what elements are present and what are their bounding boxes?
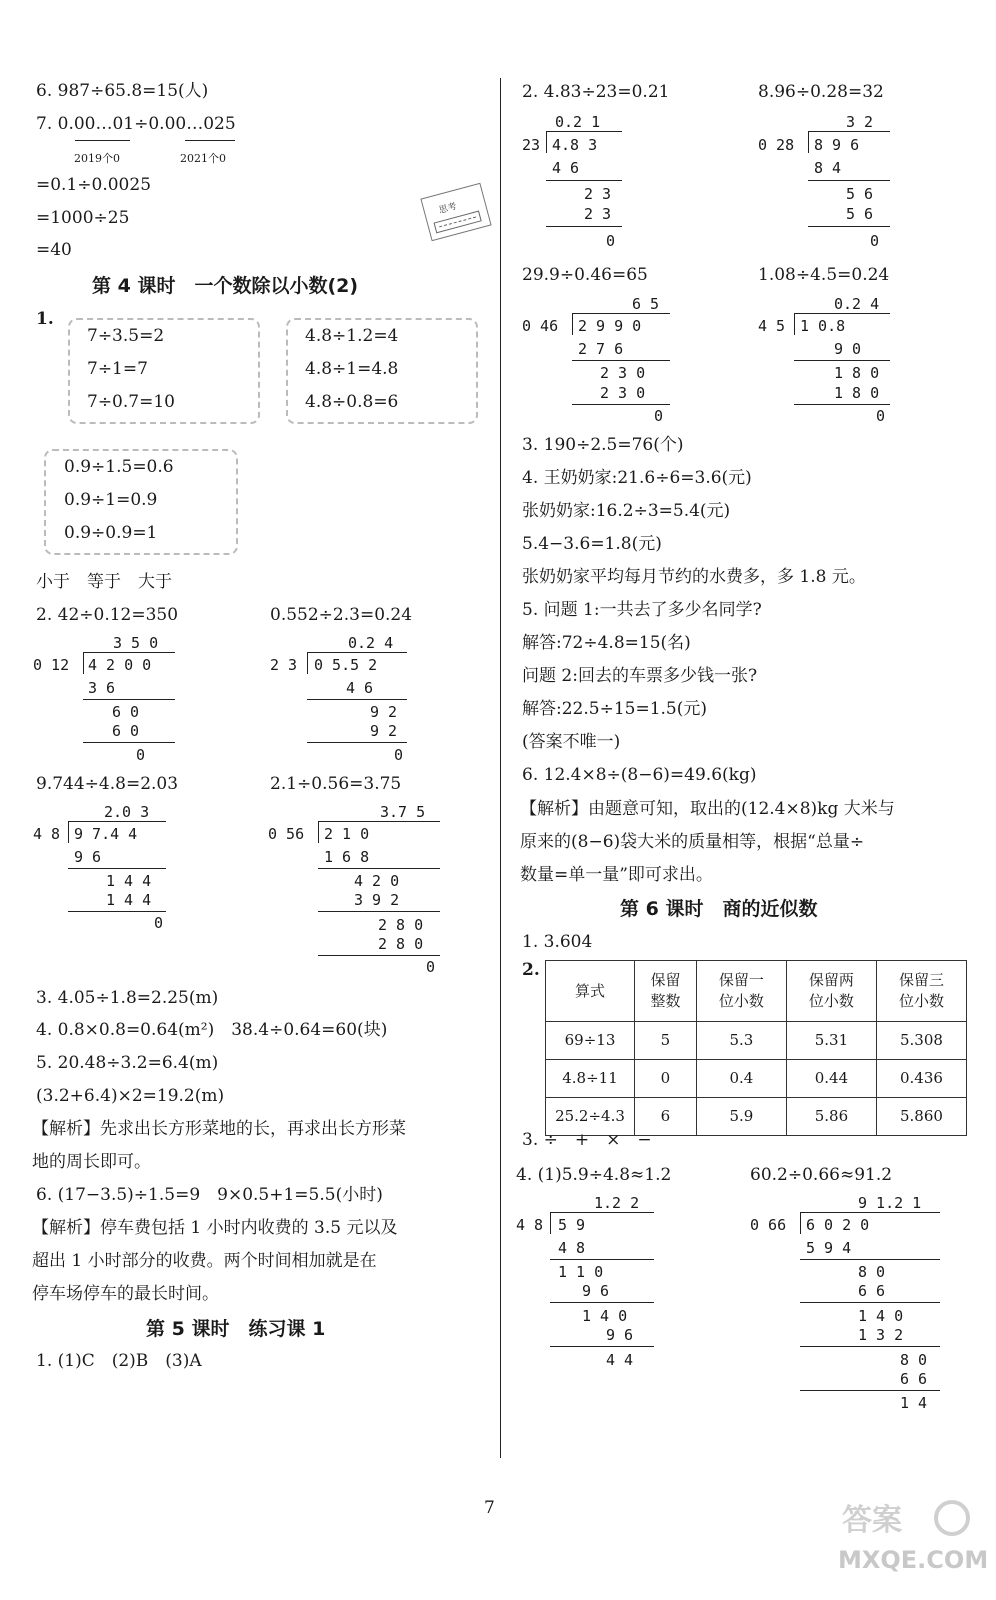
r-part-6-analysis-3: 数量=单一量”即可求出。 bbox=[520, 865, 713, 885]
step: 1 8 0 bbox=[834, 364, 880, 382]
step: 5 9 4 bbox=[806, 1239, 852, 1257]
cell: 5.308 bbox=[876, 1022, 966, 1060]
question-7: 7. 0.00…01÷0.00…025 bbox=[36, 114, 236, 134]
step-bar bbox=[800, 1390, 940, 1391]
step: 9 0 bbox=[834, 340, 862, 358]
quotient: 0.2 4 bbox=[348, 634, 394, 652]
step: 2 7 6 bbox=[578, 340, 624, 358]
cell: 25.2÷4.3 bbox=[546, 1098, 635, 1136]
step: 9 2 bbox=[370, 703, 398, 721]
r-part-3: 3. 190÷2.5=76(个) bbox=[522, 435, 684, 455]
part-5-analysis-1: 【解析】先求出长方形菜地的长，再求出长方形菜 bbox=[32, 1119, 406, 1139]
step-bar bbox=[68, 868, 166, 869]
zero-count-1: 2019个0 bbox=[74, 152, 120, 165]
dividend: 4 2 0 0 bbox=[88, 656, 152, 674]
division-bracket bbox=[318, 821, 319, 843]
step-bar bbox=[550, 1346, 654, 1347]
box1-line1: 7÷3.5=2 bbox=[87, 326, 165, 346]
step: 9 6 bbox=[74, 848, 102, 866]
box3-line2: 0.9÷1=0.9 bbox=[64, 490, 158, 510]
r-part-4d: 张奶奶家平均每月节约的水费多，多 1.8 元。 bbox=[522, 567, 866, 587]
step-bar bbox=[318, 868, 440, 869]
step-bar bbox=[550, 1259, 654, 1260]
divisor: 4 5 bbox=[758, 317, 786, 335]
r-part-4b: 张奶奶家:16.2÷3=5.4(元) bbox=[522, 501, 731, 521]
division-bar bbox=[83, 652, 175, 653]
step-bar bbox=[794, 404, 890, 405]
header-cell: 算式 bbox=[546, 961, 635, 1022]
step: 1 8 0 bbox=[834, 384, 880, 402]
step-bar bbox=[800, 1302, 940, 1303]
r-part-2d: 1.08÷4.5=0.24 bbox=[758, 265, 890, 285]
division-bar bbox=[572, 313, 670, 314]
division-bracket bbox=[83, 652, 84, 674]
step: 3 9 2 bbox=[354, 891, 400, 909]
svg-text:思考: 思考 bbox=[437, 201, 458, 217]
cell: 5.9 bbox=[696, 1098, 786, 1136]
quotient: 1.2 2 bbox=[594, 1194, 640, 1212]
step-bar bbox=[68, 911, 166, 912]
r-part-6-analysis-2: 原来的(8−6)袋大米的质量相等，根据“总量÷ bbox=[520, 832, 865, 852]
lesson-6-part-1: 1. 3.604 bbox=[522, 932, 593, 952]
lesson-5-title: 第 5 课时 练习课 1 bbox=[146, 1318, 326, 1340]
step: 6 0 bbox=[112, 722, 140, 740]
step: 6 0 bbox=[112, 703, 140, 721]
quotient: 0.2 1 bbox=[555, 113, 601, 131]
division-bracket bbox=[307, 652, 308, 674]
remainder: 0 bbox=[426, 958, 436, 976]
step-bar bbox=[808, 180, 890, 181]
r-part-2a: 2. 4.83÷23=0.21 bbox=[522, 82, 670, 102]
step: 4 2 0 bbox=[354, 872, 400, 890]
division-bar bbox=[68, 821, 166, 822]
compare-words: 小于 等于 大于 bbox=[36, 572, 172, 592]
divisor: 0 12 bbox=[33, 656, 70, 674]
r-part-4c: 5.4−3.6=1.8(元) bbox=[522, 534, 662, 554]
r-part-5c: 问题 2:回去的车票多少钱一张? bbox=[522, 666, 758, 686]
box3-line1: 0.9÷1.5=0.6 bbox=[64, 457, 174, 477]
remainder: 0 bbox=[654, 407, 664, 425]
step: 1 4 0 bbox=[858, 1307, 904, 1325]
divisor: 0 28 bbox=[758, 136, 795, 154]
cell: 5 bbox=[635, 1022, 697, 1060]
part-5a: 5. 20.48÷3.2=6.4(m) bbox=[36, 1053, 219, 1073]
dividend: 8 9 6 bbox=[814, 136, 860, 154]
division-bar bbox=[307, 652, 407, 653]
lesson-6-part-4a: 4. (1)5.9÷4.8≈1.2 bbox=[516, 1165, 672, 1185]
step-bar bbox=[800, 1346, 940, 1347]
cell: 0 bbox=[635, 1060, 697, 1098]
division-bracket bbox=[808, 131, 809, 153]
step: 9 6 bbox=[606, 1326, 634, 1344]
dividend: 5 9 bbox=[558, 1216, 586, 1234]
part-1-label: 1. bbox=[36, 309, 54, 329]
step: 1 4 4 bbox=[106, 872, 152, 890]
step-bar bbox=[318, 911, 440, 912]
cell: 5.31 bbox=[786, 1022, 876, 1060]
lesson-6-part-3: 3. ÷ + × − bbox=[522, 1130, 652, 1150]
cell: 5.86 bbox=[786, 1098, 876, 1136]
step-bar bbox=[550, 1302, 654, 1303]
r-part-4a: 4. 王奶奶家:21.6÷6=3.6(元) bbox=[522, 468, 752, 488]
dividend: 6 0 2 0 bbox=[806, 1216, 870, 1234]
part-5-analysis-2: 地的周长即可。 bbox=[32, 1152, 151, 1172]
header-cell: 保留三 位小数 bbox=[876, 961, 966, 1022]
lesson-4-title: 第 4 课时 一个数除以小数(2) bbox=[92, 275, 359, 297]
lesson-6-part-2: 2. bbox=[522, 960, 540, 980]
page-number: 7 bbox=[484, 1498, 495, 1518]
remainder: 0 bbox=[870, 232, 880, 250]
step-bar bbox=[546, 180, 622, 181]
dividend: 2 9 9 0 bbox=[578, 317, 642, 335]
table-row bbox=[546, 1022, 967, 1060]
division-bar bbox=[546, 131, 622, 132]
cell: 5.3 bbox=[696, 1022, 786, 1060]
box2-line3: 4.8÷0.8=6 bbox=[305, 392, 399, 412]
quotient: 0.2 4 bbox=[834, 295, 880, 313]
dividend: 0 5.5 2 bbox=[314, 656, 378, 674]
part-6: 6. (17−3.5)÷1.5=9 9×0.5+1=5.5(小时) bbox=[36, 1185, 383, 1205]
header-cell: 保留 整数 bbox=[635, 961, 697, 1022]
part-3: 3. 4.05÷1.8=2.25(m) bbox=[36, 988, 219, 1008]
step-bar bbox=[800, 1259, 940, 1260]
divisor: 23 bbox=[522, 136, 541, 154]
svg-text:答案: 答案 bbox=[842, 1503, 902, 1538]
cell: 6 bbox=[635, 1098, 697, 1136]
division-bracket bbox=[572, 313, 573, 335]
division-bracket bbox=[550, 1212, 551, 1234]
r-part-2c: 29.9÷0.46=65 bbox=[522, 265, 648, 285]
divisor: 4 8 bbox=[33, 825, 61, 843]
dividend: 9 7.4 4 bbox=[74, 825, 138, 843]
step-bar bbox=[808, 226, 890, 227]
step-bar bbox=[307, 742, 407, 743]
part-2d: 2.1÷0.56=3.75 bbox=[270, 774, 402, 794]
step: 4 8 bbox=[558, 1239, 586, 1257]
remainder: 0 bbox=[136, 746, 146, 764]
cell: 5.860 bbox=[876, 1098, 966, 1136]
step: 5 6 bbox=[846, 185, 874, 203]
step-bar bbox=[318, 955, 440, 956]
cell: 0.4 bbox=[696, 1060, 786, 1098]
dividend: 2 1 0 bbox=[324, 825, 370, 843]
remainder: 0 bbox=[394, 746, 404, 764]
step: 6 6 bbox=[858, 1282, 886, 1300]
cell: 0.436 bbox=[876, 1060, 966, 1098]
r-part-5a: 5. 问题 1:一共去了多少名同学? bbox=[522, 600, 762, 620]
division-bar bbox=[800, 1212, 940, 1213]
table-row bbox=[546, 1060, 967, 1098]
header-cell: 保留两 位小数 bbox=[786, 961, 876, 1022]
step-bar bbox=[794, 360, 890, 361]
q7-step-2: =0.1÷0.0025 bbox=[36, 175, 152, 195]
step: 9 6 bbox=[582, 1282, 610, 1300]
quotient: 6 5 bbox=[632, 295, 660, 313]
step-bar bbox=[572, 404, 670, 405]
remainder: 0 bbox=[876, 407, 886, 425]
division-bracket bbox=[794, 313, 795, 335]
part-4: 4. 0.8×0.8=0.64(m²) 38.4÷0.64=60(块) bbox=[36, 1020, 388, 1040]
divisor: 0 46 bbox=[522, 317, 559, 335]
step-bar bbox=[307, 699, 407, 700]
step: 2 3 bbox=[584, 185, 612, 203]
box2-line2: 4.8÷1=4.8 bbox=[305, 359, 399, 379]
step: 1 6 8 bbox=[324, 848, 370, 866]
step: 3 6 bbox=[88, 679, 116, 697]
r-part-6-analysis-1: 【解析】由题意可知，取出的(12.4×8)kg 大米与 bbox=[520, 799, 895, 819]
lesson-6-part-4b: 60.2÷0.66≈91.2 bbox=[750, 1165, 893, 1185]
box1-line2: 7÷1=7 bbox=[87, 359, 148, 379]
step: 8 4 bbox=[814, 159, 842, 177]
q7-step-4: =40 bbox=[36, 240, 72, 260]
step: 2 3 0 bbox=[600, 364, 646, 382]
quotient: 3 2 bbox=[846, 113, 874, 131]
part-2b: 0.552÷2.3=0.24 bbox=[270, 605, 413, 625]
part-6-analysis-1: 【解析】停车费包括 1 小时内收费的 3.5 元以及 bbox=[32, 1218, 398, 1238]
step: 4 6 bbox=[552, 159, 580, 177]
division-bracket bbox=[546, 131, 547, 153]
division-bar bbox=[808, 131, 890, 132]
r-part-5e: (答案不唯一) bbox=[522, 732, 621, 752]
divisor: 2 3 bbox=[270, 656, 298, 674]
sticker-icon bbox=[420, 183, 491, 242]
r-part-6: 6. 12.4×8÷(8−6)=49.6(kg) bbox=[522, 765, 757, 785]
part-5b: (3.2+6.4)×2=19.2(m) bbox=[36, 1086, 225, 1106]
step: 2 8 0 bbox=[378, 916, 424, 934]
quotient: 2.0 3 bbox=[104, 803, 150, 821]
box1-line3: 7÷0.7=10 bbox=[87, 392, 175, 412]
remainder: 0 bbox=[154, 914, 164, 932]
division-bar bbox=[318, 821, 440, 822]
question-6: 6. 987÷65.8=15(人) bbox=[36, 81, 209, 101]
quotient: 3 5 0 bbox=[113, 634, 159, 652]
step: 2 3 bbox=[584, 205, 612, 223]
r-part-2b: 8.96÷0.28=32 bbox=[758, 82, 884, 102]
step: 5 6 bbox=[846, 205, 874, 223]
step: 9 2 bbox=[370, 722, 398, 740]
part-6-analysis-3: 停车场停车的最长时间。 bbox=[32, 1284, 219, 1304]
step: 8 0 bbox=[900, 1351, 928, 1369]
column-divider bbox=[500, 78, 501, 1458]
underbrace-2 bbox=[185, 140, 235, 141]
cell: 4.8÷11 bbox=[546, 1060, 635, 1098]
r-part-5b: 解答:72÷4.8=15(名) bbox=[522, 633, 691, 653]
watermark-text: MXQE.COM bbox=[838, 1546, 989, 1574]
part-6-analysis-2: 超出 1 小时部分的收费。两个时间相加就是在 bbox=[32, 1251, 377, 1271]
step: 6 6 bbox=[900, 1370, 928, 1388]
approximation-table bbox=[545, 960, 967, 1136]
division-bar bbox=[794, 313, 890, 314]
step: 1 4 0 bbox=[582, 1307, 628, 1325]
step-bar bbox=[546, 226, 622, 227]
part-2c: 9.744÷4.8=2.03 bbox=[36, 774, 179, 794]
lesson-5-part-1: 1. (1)C (2)B (3)A bbox=[36, 1351, 202, 1371]
remainder: 0 bbox=[606, 232, 616, 250]
remainder: 4 4 bbox=[606, 1351, 634, 1369]
dividend: 4.8 3 bbox=[552, 136, 598, 154]
table-header bbox=[546, 961, 967, 1022]
step: 4 6 bbox=[346, 679, 374, 697]
dividend: 1 0.8 bbox=[800, 317, 846, 335]
q7-step-3: =1000÷25 bbox=[36, 208, 130, 228]
watermark-logo bbox=[840, 1496, 970, 1548]
remainder: 1 4 bbox=[900, 1394, 928, 1412]
quotient: 3.7 5 bbox=[380, 803, 426, 821]
step: 2 8 0 bbox=[378, 935, 424, 953]
step: 1 4 4 bbox=[106, 891, 152, 909]
divisor: 4 8 bbox=[516, 1216, 544, 1234]
r-part-5d: 解答:22.5÷15=1.5(元) bbox=[522, 699, 707, 719]
box2-line1: 4.8÷1.2=4 bbox=[305, 326, 399, 346]
part-2a: 2. 42÷0.12=350 bbox=[36, 605, 179, 625]
divisor: 0 66 bbox=[750, 1216, 787, 1234]
division-bracket bbox=[68, 821, 69, 843]
lesson-6-title: 第 6 课时 商的近似数 bbox=[620, 898, 818, 920]
zero-count-2: 2021个0 bbox=[180, 152, 226, 165]
cell: 0.44 bbox=[786, 1060, 876, 1098]
underbrace-1 bbox=[75, 140, 130, 141]
division-bar bbox=[550, 1212, 654, 1213]
step: 1 3 2 bbox=[858, 1326, 904, 1344]
step: 1 1 0 bbox=[558, 1263, 604, 1281]
step-bar bbox=[83, 742, 175, 743]
header-cell: 保留一 位小数 bbox=[696, 961, 786, 1022]
box3-line3: 0.9÷0.9=1 bbox=[64, 523, 158, 543]
step-bar bbox=[83, 699, 175, 700]
step: 2 3 0 bbox=[600, 384, 646, 402]
step-bar bbox=[572, 360, 670, 361]
quotient: 9 1.2 1 bbox=[858, 1194, 922, 1212]
cell: 69÷13 bbox=[546, 1022, 635, 1060]
step: 8 0 bbox=[858, 1263, 886, 1281]
divisor: 0 56 bbox=[268, 825, 305, 843]
division-bracket bbox=[800, 1212, 801, 1234]
